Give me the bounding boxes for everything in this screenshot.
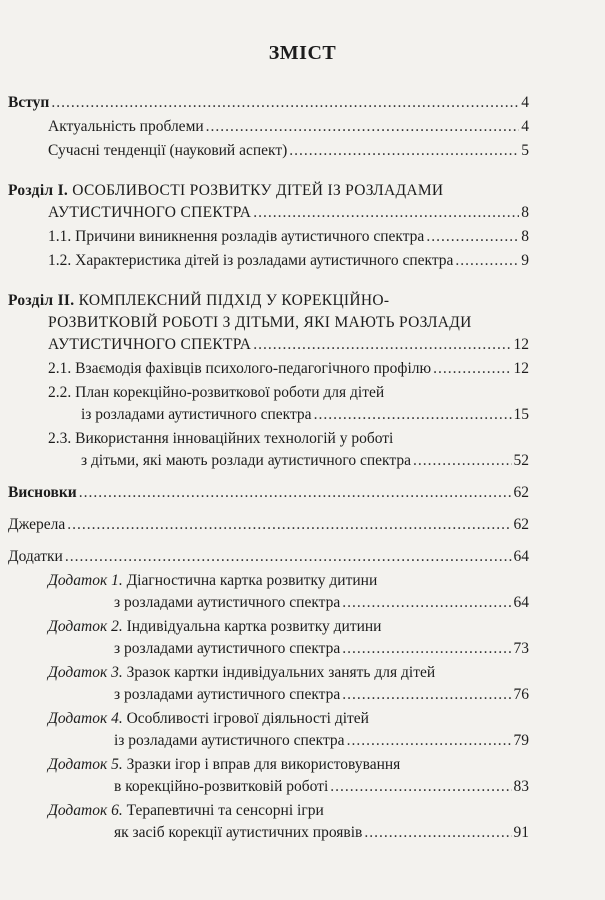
toc-entry-aktualnist [48, 116, 529, 138]
leader-dots [364, 822, 511, 844]
toc-page-number: 12 [513, 336, 529, 353]
appendix-title-line-2: із розладами аутистичного спектра [114, 732, 345, 749]
toc-page-number: 8 [521, 228, 529, 245]
appendix-title-line-2: в корекційно-розвитковій роботі [114, 778, 329, 795]
leader-dots [342, 684, 511, 706]
toc-page-number: 73 [513, 640, 529, 657]
leader-dots [206, 116, 520, 138]
appendix-prefix: Додаток 6. [48, 802, 123, 819]
toc-entry-chapter-2 [8, 290, 529, 356]
appendix-prefix: Додаток 5. [48, 756, 123, 773]
toc-entry-vstup [8, 92, 529, 114]
leader-dots [426, 226, 519, 248]
appendix-prefix: Додаток 4. [48, 710, 123, 727]
leader-dots [347, 730, 512, 752]
appendix-title-line-2: з розладами аутистичного спектра [114, 594, 341, 611]
appendix-title-line-1: Особливості ігрової діяльності дітей [126, 710, 369, 727]
toc-entry-2-1 [48, 358, 529, 380]
toc-entry-label: 1.2. Характеристика дітей із розладами аутистичного спектра [48, 252, 454, 269]
toc-page-number: 62 [513, 516, 529, 533]
toc-entry-label [48, 616, 381, 638]
toc-entry-label: Висновки [8, 484, 77, 501]
toc-entry-label: 2.3. Використання інноваційних технологій у роботі [48, 430, 394, 447]
toc-page-number: 15 [513, 406, 529, 423]
appendix-title-line-1: Зразок картки індивідуальних занять для дітей [126, 664, 436, 681]
toc-entry-vysnovky [8, 482, 529, 504]
toc-entry-appendix-3 [48, 662, 529, 706]
chapter-prefix: Розділ І. [8, 182, 69, 199]
page-title: ЗМІСТ [268, 42, 337, 64]
chapter-title-line-3: АУТИСТИЧНОГО СПЕКТРА [48, 336, 252, 353]
toc-page-number: 52 [513, 452, 529, 469]
toc-entry-label: Додатки [8, 548, 63, 565]
table-of-contents [0, 92, 605, 844]
toc-page-number: 8 [521, 204, 529, 221]
toc-page-number: 5 [521, 142, 529, 159]
toc-entry-label [48, 800, 324, 822]
chapter-title-line-2: АУТИСТИЧНОГО СПЕКТРА [48, 204, 252, 221]
toc-page-number: 91 [513, 824, 529, 841]
toc-entry-label: 2.1. Взаємодія фахівців психолого-педагогічного профілю [48, 360, 432, 377]
toc-page-number: 64 [513, 548, 529, 565]
leader-dots [455, 250, 519, 272]
chapter-title-line-2: РОЗВИТКОВІЙ РОБОТІ З ДІТЬМИ, ЯКІ МАЮТЬ РОЗЛАДИ [48, 314, 472, 331]
chapter-title-line-1: ОСОБЛИВОСТІ РОЗВИТКУ ДІТЕЙ ІЗ РОЗЛАДАМИ [72, 182, 444, 199]
toc-entry-appendix-2 [48, 616, 529, 660]
toc-entry-label: 2.2. План корекційно-розвиткової роботи для дітей [48, 384, 385, 401]
toc-entry-2-3 [48, 428, 529, 472]
toc-entry-label: Джерела [8, 516, 66, 533]
toc-entry-label-line-2: з дітьми, які мають розлади аутистичного спектра [81, 452, 411, 469]
toc-entry-label [8, 180, 443, 202]
appendix-prefix: Додаток 2. [48, 618, 123, 635]
appendix-title-line-2: як засіб корекції аутистичних проявів [114, 824, 363, 841]
toc-entry-dodatky [8, 546, 529, 568]
toc-page-number: 76 [513, 686, 529, 703]
chapter-title-line-1: КОМПЛЕКСНИЙ ПІДХІД У КОРЕКЦІЙНО- [78, 292, 390, 309]
toc-entry-label [48, 754, 400, 776]
toc-entry-appendix-1 [48, 570, 529, 614]
leader-dots [413, 450, 512, 472]
chapter-prefix: Розділ ІІ. [8, 292, 75, 309]
appendix-prefix: Додаток 1. [48, 572, 123, 589]
appendix-prefix: Додаток 3. [48, 664, 123, 681]
leader-dots [433, 358, 511, 380]
toc-entry-label-line-2: із розладами аутистичного спектра [81, 406, 312, 423]
toc-page-number: 62 [513, 484, 529, 501]
leader-dots [79, 482, 512, 504]
toc-entry-label [48, 708, 369, 730]
leader-dots [342, 638, 511, 660]
toc-entry-label: Вступ [8, 94, 50, 111]
toc-entry-suchasni [48, 140, 529, 162]
appendix-title-line-1: Діагностична картка розвитку дитини [126, 572, 378, 589]
toc-page-number: 4 [521, 118, 529, 135]
leader-dots [51, 92, 519, 114]
appendix-title-line-1: Індивідуальна картка розвитку дитини [126, 618, 382, 635]
leader-dots [289, 140, 519, 162]
toc-page-number: 64 [513, 594, 529, 611]
appendix-title-line-2: з розладами аутистичного спектра [114, 640, 341, 657]
leader-dots [330, 776, 511, 798]
toc-entry-chapter-1 [8, 180, 529, 224]
toc-entry-1-1 [48, 226, 529, 248]
appendix-title-line-1: Зразки ігор і вправ для використовування [126, 756, 401, 773]
toc-entry-2-2 [48, 382, 529, 426]
toc-entry-1-2 [48, 250, 529, 272]
leader-dots [65, 546, 512, 568]
leader-dots [314, 404, 512, 426]
toc-page-number: 12 [513, 360, 529, 377]
toc-entry-appendix-4 [48, 708, 529, 752]
toc-entry-label [8, 290, 389, 312]
toc-page-number: 79 [513, 732, 529, 749]
appendix-title-line-1: Терапевтичні та сенсорні ігри [126, 802, 324, 819]
toc-entry-label: Актуальність проблеми [48, 118, 204, 135]
toc-entry-appendix-6 [48, 800, 529, 844]
toc-entry-label [48, 662, 435, 684]
toc-entry-dzherela [8, 514, 529, 536]
leader-dots [253, 202, 519, 224]
toc-page-number: 9 [521, 252, 529, 269]
toc-page-number: 83 [513, 778, 529, 795]
toc-entry-appendix-5 [48, 754, 529, 798]
leader-dots [253, 334, 511, 356]
leader-dots [67, 514, 511, 536]
appendix-title-line-2: з розладами аутистичного спектра [114, 686, 341, 703]
toc-entry-label: Сучасні тенденції (науковий аспект) [48, 142, 288, 159]
toc-page-number: 4 [521, 94, 529, 111]
leader-dots [342, 592, 511, 614]
toc-entry-label [48, 570, 377, 592]
toc-entry-label: 1.1. Причини виникнення розладів аутистичного спектра [48, 228, 425, 245]
